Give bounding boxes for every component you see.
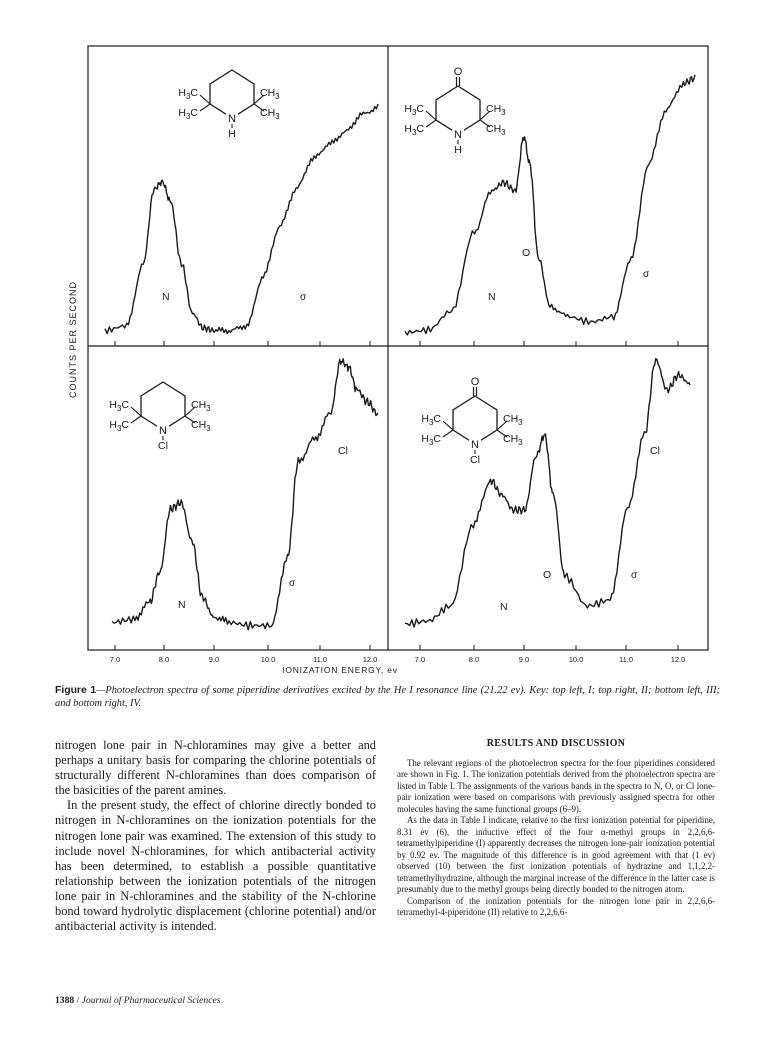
spectrum-curve-III bbox=[112, 359, 378, 630]
methyl-label-left-bottom: $H_3C$ bbox=[109, 419, 129, 433]
nitrogen-substituent: H bbox=[454, 144, 462, 156]
x-axis-label: IONIZATION ENERGY, ev bbox=[282, 665, 398, 675]
peak-label-IV-3: σ bbox=[631, 570, 638, 581]
methyl-bond bbox=[443, 430, 453, 437]
peak-label-IV-1: N bbox=[500, 601, 508, 613]
nitrogen-label: N bbox=[228, 113, 236, 125]
left-paragraph-1: nitrogen lone pair in N-chloramines may give a better and perhaps a unitary basis for comparing the chlorine potentials of structurally different N-chloramines than does comparison of the basicities of the parent amines. bbox=[55, 738, 376, 798]
piperidine-ring bbox=[453, 396, 497, 444]
x-tick-label: 8.0 bbox=[468, 655, 480, 664]
piperidine-ring bbox=[141, 382, 185, 430]
spectrum-curve-IV bbox=[405, 359, 690, 627]
left-column bbox=[55, 738, 376, 934]
methyl-label-right-bottom: $CH_3$ bbox=[503, 433, 523, 447]
x-tick-label: 7.0 bbox=[414, 655, 426, 664]
peak-label-IV-2: O bbox=[543, 569, 552, 581]
methyl-label-left-top: $H_3C$ bbox=[178, 87, 198, 101]
right-paragraph-2: As the data in Table I indicate, relative to the first ionization potential for piperidine, 8.31 ev (6), the inductive effect of the four α-methyl groups in 2,2,6,6-tetramethylpiperidine (I) apparently decreases the nitrogen lone-pair ionization potential by 0.92 ev. The magnitude of this difference is in good agreement with that (1 ev) observed (10) between the first ionization potentials of hydrazine and 1,1,2,2-tetramethylhydrazine, although the marginal increase of the difference in the latter case is presumably due to the methyl groups being directly bonded to the nitrogen atom. bbox=[397, 815, 715, 894]
peak-label-IV-4: Cl bbox=[650, 445, 660, 457]
methyl-label-right-bottom: $CH_3$ bbox=[486, 123, 506, 137]
methyl-label-right-top: $CH_3$ bbox=[503, 413, 523, 427]
methyl-label-right-bottom: $CH_3$ bbox=[191, 419, 211, 433]
x-tick-label: 10.0 bbox=[260, 655, 276, 664]
spectra-curves bbox=[105, 75, 695, 630]
section-heading: RESULTS AND DISCUSSION bbox=[486, 738, 626, 749]
peak-label-III-3: Cl bbox=[338, 445, 348, 457]
x-tick-label: 10.0 bbox=[568, 655, 584, 664]
x-tick-label: 8.0 bbox=[158, 655, 170, 664]
methyl-bond bbox=[426, 120, 436, 127]
nitrogen-label: N bbox=[471, 439, 479, 451]
methyl-bond bbox=[443, 421, 453, 430]
methyl-label-right-bottom: $CH_3$ bbox=[260, 107, 280, 121]
x-tick-label: 7.0 bbox=[109, 655, 121, 664]
x-tick-label: 9.0 bbox=[518, 655, 530, 664]
structure-III bbox=[109, 382, 211, 452]
peak-label-III-1: N bbox=[178, 599, 186, 611]
x-tick-label: 12.0 bbox=[670, 655, 686, 664]
peak-label-II-1: N bbox=[488, 291, 496, 303]
peak-label-I-1: N bbox=[162, 291, 170, 303]
x-axis-ticks bbox=[110, 341, 686, 664]
left-paragraph-2: In the present study, the effect of chlorine directly bonded to nitrogen in N-chloramines on the ionization potentials for the nitrogen lone pair was examined. The extension of this study to include novel N-chloramines, for which antibacterial activity has been determined, to establish a possible quantitative relationship between the ionization potentials of the nitrogen lone pair in N-chloramines and the stability of the N-chlorine bond toward hydrolytic displacement (chlorine potential) and/or antibacterial activity is intended. bbox=[55, 798, 376, 934]
y-axis-label: COUNTS PER SECOND bbox=[68, 280, 78, 398]
piperidine-ring bbox=[210, 70, 254, 118]
methyl-bond bbox=[200, 95, 210, 104]
right-paragraph-3: Comparison of the ionization potentials for the nitrogen lone pair in 2,2,6,6-tetramethyl-4-piperidone (II) relative to 2,2,6,6- bbox=[397, 895, 715, 917]
methyl-label-left-bottom: $H_3C$ bbox=[421, 433, 441, 447]
spectrum-curve-II bbox=[405, 75, 695, 335]
nitrogen-label: N bbox=[159, 425, 167, 437]
peak-label-II-2: O bbox=[522, 247, 531, 259]
methyl-label-right-top: $CH_3$ bbox=[260, 87, 280, 101]
structure-IV bbox=[421, 376, 523, 466]
methyl-bond bbox=[200, 104, 210, 111]
figure-caption bbox=[55, 684, 720, 710]
carbonyl-oxygen: O bbox=[453, 66, 463, 78]
page-number: 1388 bbox=[55, 995, 75, 1006]
molecule-structures bbox=[109, 66, 523, 466]
methyl-bond bbox=[131, 416, 141, 423]
methyl-label-right-top: $CH_3$ bbox=[486, 103, 506, 117]
structure-II bbox=[404, 66, 506, 156]
figure-border bbox=[88, 46, 708, 650]
methyl-label-left-bottom: $H_3C$ bbox=[178, 107, 198, 121]
nitrogen-substituent: Cl bbox=[470, 454, 480, 466]
x-tick-label: 11.0 bbox=[618, 655, 634, 664]
methyl-bond bbox=[131, 407, 141, 416]
x-tick-label: 12.0 bbox=[362, 655, 378, 664]
x-tick-label: 11.0 bbox=[312, 655, 328, 664]
figure-frame bbox=[88, 46, 708, 650]
methyl-label-right-top: $CH_3$ bbox=[191, 399, 211, 413]
peak-label-II-3: σ bbox=[643, 269, 650, 280]
caption-label: Figure 1 bbox=[55, 685, 97, 696]
methyl-label-left-top: $H_3C$ bbox=[404, 103, 424, 117]
nitrogen-substituent: Cl bbox=[158, 440, 168, 452]
right-paragraph-1: The relevant regions of the photoelectron spectra for the four piperidines considered are shown in Fig. 1. The ionization potentials derived from the photoelectron spectra are listed in Table I. The assignments of the various bands in the spectra to N, O, or Cl lone-pair ionization were based on comparisons with previously assigned spectra for other molecules having the same functional groups (6–9). bbox=[397, 757, 715, 814]
caption-text: —Photoelectron spectra of some piperidine derivatives excited by the He I resonance line (21.22 ev). Key: top left, I; top right, II; bottom left, III; and bottom right, IV. bbox=[55, 685, 720, 709]
methyl-bond bbox=[426, 111, 436, 120]
structure-I bbox=[178, 70, 280, 140]
footer-separator: / bbox=[74, 995, 82, 1006]
carbonyl-oxygen: O bbox=[470, 376, 480, 388]
nitrogen-label: N bbox=[454, 129, 462, 141]
spectrum-curve-I bbox=[105, 104, 378, 334]
page-footer bbox=[55, 995, 220, 1006]
peak-labels bbox=[162, 247, 660, 613]
nitrogen-substituent: H bbox=[228, 128, 236, 140]
methyl-label-left-bottom: $H_3C$ bbox=[404, 123, 424, 137]
methyl-label-left-top: $H_3C$ bbox=[421, 413, 441, 427]
x-tick-label: 9.0 bbox=[208, 655, 220, 664]
journal-name: Journal of Pharmaceutical Sciences bbox=[81, 995, 221, 1006]
piperidine-ring bbox=[436, 86, 480, 134]
peak-label-I-2: σ bbox=[300, 292, 307, 303]
right-column bbox=[397, 738, 715, 919]
peak-label-III-2: σ bbox=[289, 578, 296, 589]
methyl-label-left-top: $H_3C$ bbox=[109, 399, 129, 413]
